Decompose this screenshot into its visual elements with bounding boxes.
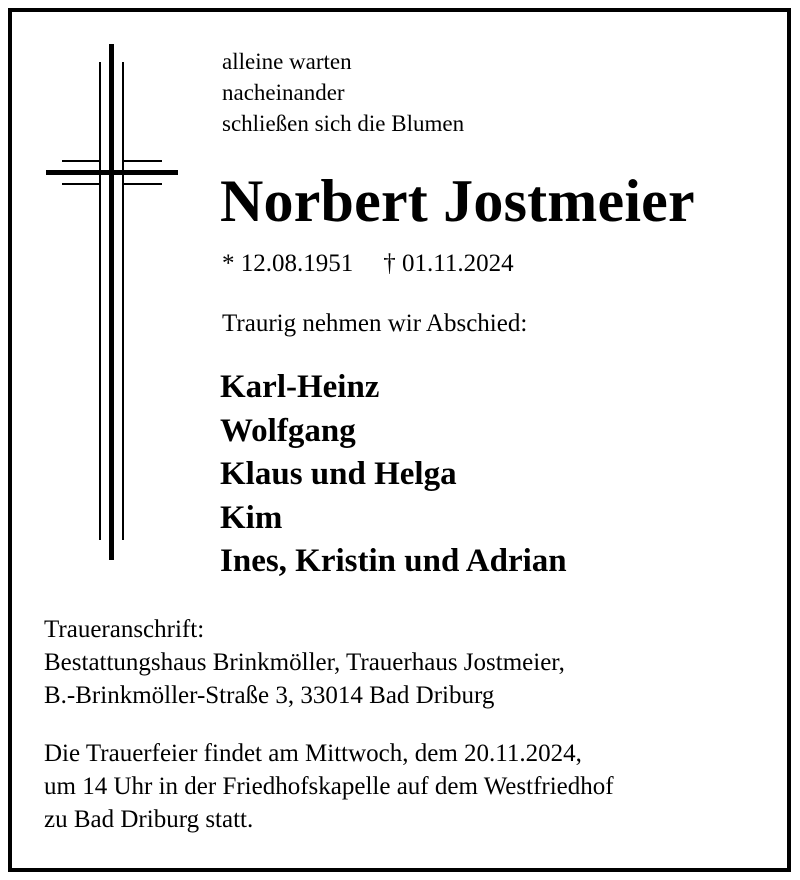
mourner: Wolfgang bbox=[220, 412, 356, 449]
latin-cross-icon bbox=[46, 44, 178, 560]
ceremony-line: zu Bad Driburg statt. bbox=[44, 806, 254, 833]
address-line: Bestattungshaus Brinkmöller, Trauerhaus Jostmeier, bbox=[44, 649, 565, 676]
poem-line: schließen sich die Blumen bbox=[222, 111, 465, 136]
ceremony-line: Die Trauerfeier findet am Mittwoch, dem 20.11.2024, bbox=[44, 740, 582, 767]
mourner: Ines, Kristin und Adrian bbox=[220, 543, 567, 579]
mourning-address bbox=[44, 613, 565, 712]
mourners-list bbox=[220, 366, 567, 584]
death-date: † 01.11.2024 bbox=[383, 250, 514, 277]
poem-line: alleine warten bbox=[222, 49, 352, 74]
mourning-intro: Traurig nehmen wir Abschied: bbox=[222, 310, 528, 337]
ceremony-line: um 14 Uhr in der Friedhofskapelle auf dem Westfriedhof bbox=[44, 773, 614, 800]
address-label: Traueranschrift: bbox=[44, 616, 205, 643]
birth-date: * 12.08.1951 bbox=[222, 250, 354, 277]
funeral-ceremony-notice bbox=[44, 737, 614, 836]
mourner: Kim bbox=[220, 499, 283, 536]
poem bbox=[222, 46, 464, 139]
mourner: Karl-Heinz bbox=[220, 369, 380, 405]
deceased-name: Norbert Jostmeier bbox=[220, 168, 695, 234]
life-dates bbox=[222, 248, 514, 280]
mourner: Klaus und Helga bbox=[220, 456, 457, 492]
address-line: B.-Brinkmöller-Straße 3, 33014 Bad Driburg bbox=[44, 682, 495, 709]
poem-line: nacheinander bbox=[222, 80, 345, 105]
